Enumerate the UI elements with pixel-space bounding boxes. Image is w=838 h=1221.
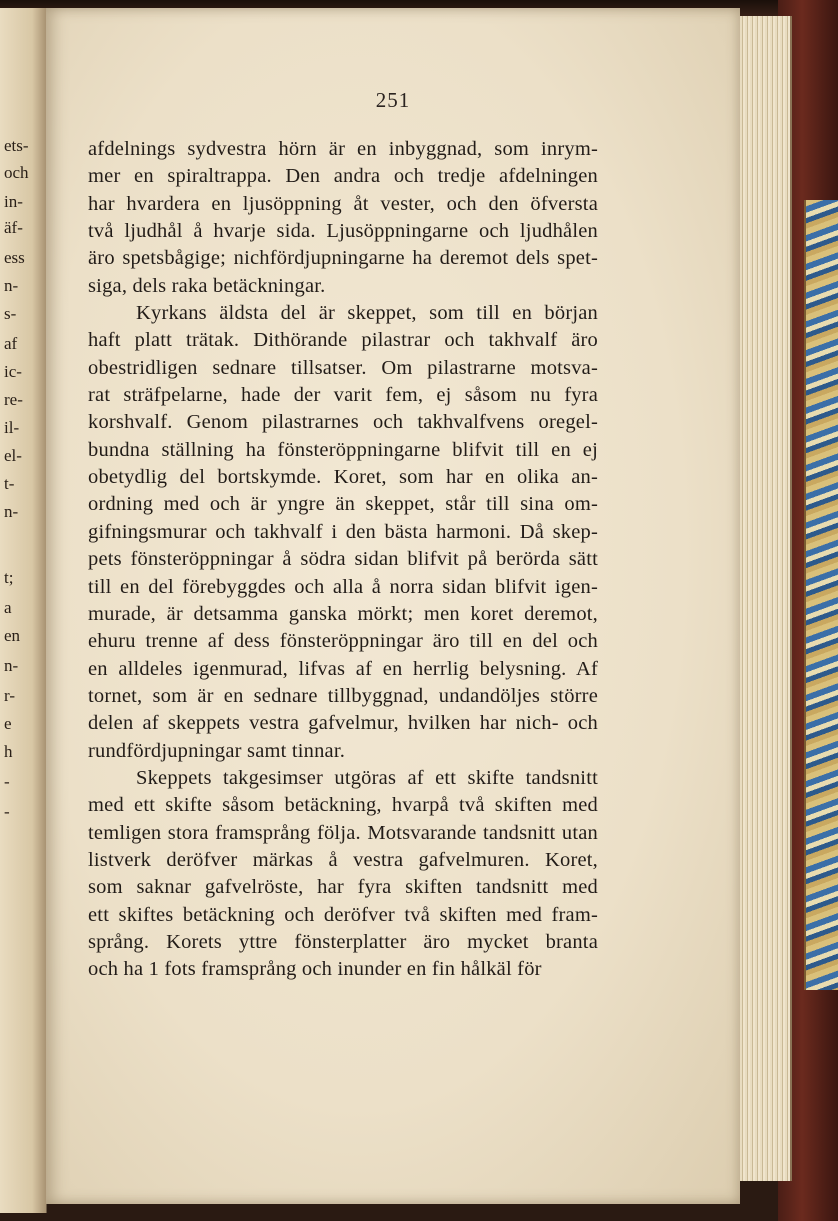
left-page-fragment: h bbox=[4, 742, 13, 761]
left-page-fragment: n- bbox=[4, 276, 19, 295]
text-line: afdelnings sydvestra hörn är en inbyggnad, som inrym- bbox=[88, 138, 598, 160]
left-page-fragment: - bbox=[4, 802, 10, 821]
text-line: till en del förebyggdes och alla å norra sidan blifvit igen- bbox=[88, 575, 598, 598]
text-line: äro spetsbågige; nichfördjupningarne ha deremot dels spet- bbox=[88, 247, 598, 270]
text-line: haft platt trätak. Dithörande pilastrar och takhvalf äro bbox=[88, 329, 598, 352]
left-page-fragment: a bbox=[4, 598, 12, 617]
left-page-fragment: s- bbox=[4, 304, 17, 323]
left-page-fragment: re- bbox=[4, 390, 23, 409]
text-line: tornet, som är en sednare tillbyggnad, undandöljes större bbox=[88, 684, 598, 707]
page-number: 251 bbox=[375, 88, 411, 112]
left-page-fragment: e bbox=[4, 714, 12, 733]
text-line: rundfördjupningar samt tinnar. bbox=[88, 739, 346, 762]
left-page-fragment: il- bbox=[4, 418, 20, 437]
text-line: bundna ställning ha fönsteröppningarne blifvit till en ej bbox=[88, 438, 598, 461]
text-line: mer en spiraltrappa. Den andra och tredje afdelningen bbox=[88, 165, 598, 188]
text-line: ett skiftes betäckning och deröfver två skiften med fram- bbox=[88, 903, 598, 926]
left-page-fragment: och bbox=[4, 163, 29, 182]
text-line: listverk deröfver märkas å vestra gafvelmuren. Koret, bbox=[88, 848, 598, 871]
left-page-fragment: äf- bbox=[4, 218, 23, 237]
page-edges bbox=[740, 16, 792, 1181]
text-line: som saknar gafvelröste, har fyra skiften tandsnitt med bbox=[88, 876, 598, 899]
left-page-fragment: ess bbox=[4, 248, 25, 267]
text-line: har hvardera en ljusöppning åt vester, och den öfversta bbox=[88, 192, 598, 215]
left-page-fragment: r- bbox=[4, 686, 15, 705]
left-page-fragment: ic- bbox=[4, 362, 22, 381]
text-line: delen af skeppets vestra gafvelmur, hvilken har nich- och bbox=[88, 712, 598, 735]
body-text bbox=[88, 136, 598, 984]
text-line: Kyrkans äldsta del är skeppet, som till en början bbox=[136, 302, 598, 325]
text-line: rat sträfpelarne, hade der varit fem, ej såsom nu fyra bbox=[88, 384, 598, 407]
marbled-endpaper bbox=[804, 200, 838, 990]
text-line: två ljudhål å hvarje sida. Ljusöppningarne och ljudhålen bbox=[88, 220, 598, 243]
text-line: ehuru trenne af dess fönsteröppningar äro till en del och bbox=[88, 630, 598, 653]
left-page-fragment: t- bbox=[4, 474, 15, 493]
text-line: en alldeles igenmurad, lifvas af en herrlig belysning. Af bbox=[88, 657, 598, 680]
left-page-edge bbox=[0, 8, 47, 1213]
left-page-fragment: af bbox=[4, 334, 18, 353]
left-page-fragment: el- bbox=[4, 446, 22, 465]
text-line: obetydlig del bortskymde. Koret, som har en olika an- bbox=[88, 466, 598, 489]
left-page-fragment: in- bbox=[4, 192, 23, 211]
right-page bbox=[46, 8, 740, 1204]
text-line: siga, dels raka betäckningar. bbox=[88, 274, 326, 297]
text-line: gifningsmurar och takhvalf i den bästa harmoni. Då skep- bbox=[88, 520, 598, 543]
text-line: Skeppets takgesimser utgöras af ett skifte tandsnitt bbox=[136, 766, 598, 789]
text-line: språng. Korets yttre fönsterplatter äro mycket branta bbox=[88, 930, 598, 953]
text-line: och ha 1 fots framsprång och inunder en fin hålkäl för bbox=[88, 958, 542, 981]
left-page-fragment: n- bbox=[4, 502, 19, 521]
text-line: ordning med och är yngre än skeppet, står till sina om- bbox=[88, 493, 598, 516]
text-line: obestridligen sednare tillsatser. Om pilastrarne motsva- bbox=[88, 356, 598, 379]
left-page-fragment: n- bbox=[4, 656, 19, 675]
left-page-fragment: t; bbox=[4, 568, 14, 587]
text-line: med ett skifte såsom betäckning, hvarpå två skiften med bbox=[88, 794, 598, 817]
left-page-fragment: ets- bbox=[4, 136, 29, 155]
left-page-fragment: - bbox=[4, 772, 10, 791]
text-line: murade, är detsamma ganska mörkt; men koret deremot, bbox=[88, 602, 598, 625]
text-line: pets fönsteröppningar å södra sidan blifvit på berörda sätt bbox=[88, 548, 598, 571]
left-page-fragment: en bbox=[4, 626, 21, 645]
text-line: temligen stora framsprång följa. Motsvarande tandsnitt utan bbox=[88, 821, 598, 844]
text-line: korshvalf. Genom pilastrarnes och takhvalfvens oregel- bbox=[88, 411, 598, 434]
